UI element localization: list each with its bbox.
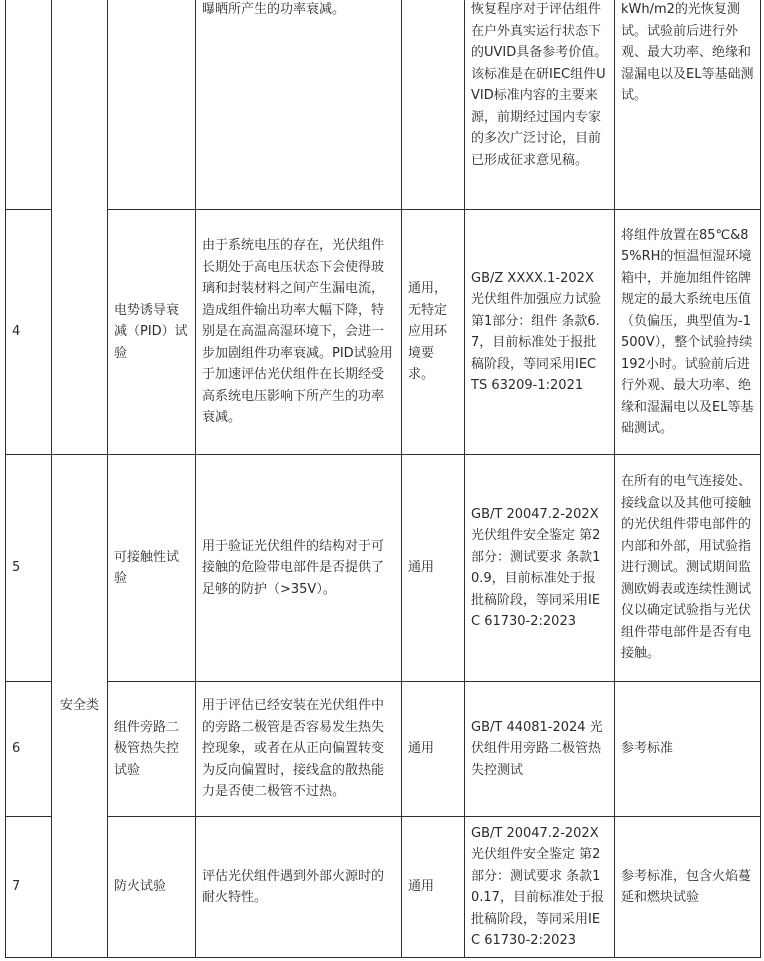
row-number-cell [6,0,52,210]
category-cell: 安全类 [52,455,108,958]
reference-standard-cell: 恢复程序对于评估组件在户外真实运行状态下的UVID具备参考价值。该标准是在研IEC组件UVID标准内容的主要来源，前期经过国内专家的多次广泛讨论，目前已形成征求意见稿。 [465,0,615,210]
test-items-table [5,0,761,958]
test-purpose-cell: 用于验证光伏组件的结构对于可接触的危险带电部件是否提供了足够的防护（>35V）。 [196,455,402,682]
application-scenario-cell [402,0,465,210]
application-scenario-cell: 通用 [402,817,465,958]
table-row [6,682,761,817]
row-number-cell: 5 [6,455,52,682]
test-purpose-cell: 评估光伏组件遇到外部火源时的耐火特性。 [196,817,402,958]
reference-standard-cell: GB/T 20047.2-202X 光伏组件安全鉴定 第2部分：测试要求 条款10.17，目前标准处于报批稿阶段，等同采用IEC 61730-2:2023 [465,817,615,958]
table-row [6,0,761,210]
test-purpose-cell: 由于系统电压的存在，光伏组件长期处于高电压状态下会使得玻璃和封装材料之间产生漏电流，造成组件输出功率大幅下降，特别是在高温高湿环境下，会进一步加剧组件功率衰减。PID试验用于加速评估光伏组件在长期经受高系统电压影响下所产生的功率衰减。 [196,210,402,455]
reference-standard-cell: GB/T 20047.2-202X 光伏组件安全鉴定 第2部分：测试要求 条款10.9，目前标准处于报批稿阶段，等同采用IEC 61730-2:2023 [465,455,615,682]
table-row [6,817,761,958]
test-method-cell: 将组件放置在85℃&85%RH的恒温恒湿环境箱中，并施加组件铭牌规定的最大系统电压值（负偏压，典型值为-1500V），整个试验持续192小时。试验前后进行外观、最大功率、绝缘和湿漏电以及EL等基础测试。 [615,210,761,455]
test-name-cell: 防火试验 [108,817,196,958]
application-scenario-cell: 通用，无特定应用环境要求。 [402,210,465,455]
test-method-cell: 参考标准 [615,682,761,817]
application-scenario-cell: 通用 [402,455,465,682]
table-row [6,210,761,455]
test-method-cell: 参考标准，包含火焰蔓延和燃块试验 [615,817,761,958]
reference-standard-cell: GB/T 44081-2024 光伏组件用旁路二极管热失控测试 [465,682,615,817]
row-number-cell: 7 [6,817,52,958]
table-row [6,455,761,682]
test-name-cell: 可接触性试验 [108,455,196,682]
test-purpose-cell: 用于评估已经安装在光伏组件中的旁路二极管是否容易发生热失控现象，或者在从正向偏置转变为反向偏置时，接线盒的散热能力是否使二极管不过热。 [196,682,402,817]
application-scenario-cell: 通用 [402,682,465,817]
test-method-cell: kWh/m2的光恢复测试。试验前后进行外观、最大功率、绝缘和湿漏电以及EL等基础测试。 [615,0,761,210]
test-name-cell: 组件旁路二极管热失控试验 [108,682,196,817]
category-cell-upper [52,0,108,455]
test-name-cell [108,0,196,210]
test-name-cell: 电势诱导衰减（PID）试验 [108,210,196,455]
test-method-cell: 在所有的电气连接处、接线盒以及其他可接触的光伏组件带电部件的内部和外部，用试验指进行测试。测试期间监测欧姆表或连续性测试仪以确定试验指与光伏组件带电部件是否有电接触。 [615,455,761,682]
test-purpose-cell: 曝晒所产生的功率衰减。 [196,0,402,210]
reference-standard-cell: GB/Z XXXX.1-202X 光伏组件加强应力试验 第1部分：组件 条款6.7，目前标准处于报批稿阶段，等同采用IEC TS 63209-1:2021 [465,210,615,455]
row-number-cell: 4 [6,210,52,455]
row-number-cell: 6 [6,682,52,817]
